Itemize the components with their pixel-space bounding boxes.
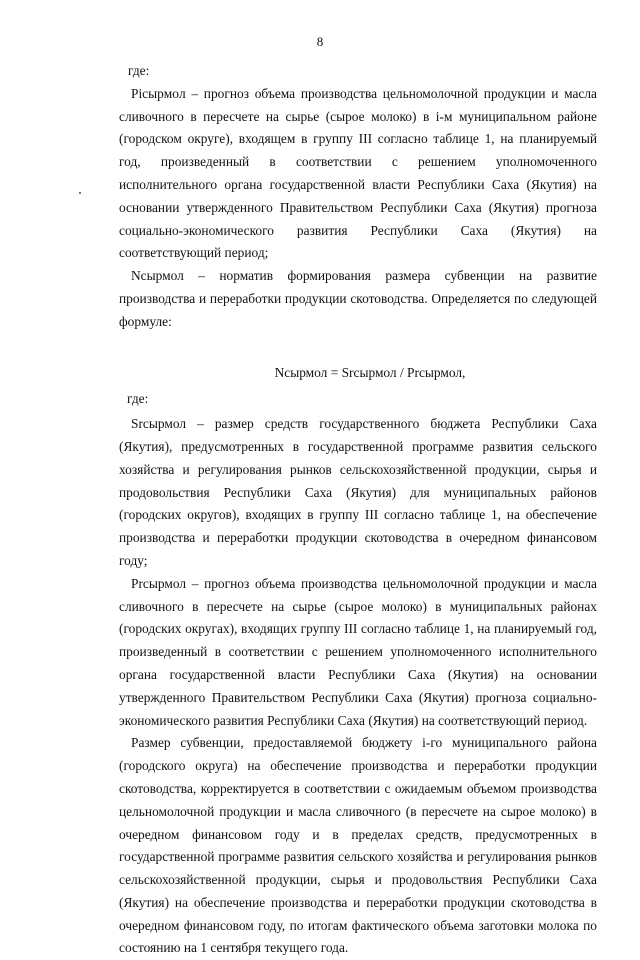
scan-speck xyxy=(79,192,81,194)
definition-prcyrmol: Prсырмол – прогноз объема производства цельномолочной продукции и масла сливочного в пересчете на сырье (сырое молоко) в муниципальных районах (городских округах), входящих группу III согласно таблице 1, на планируемый год, произведенный в соответствии с решением уполномоченного исполнительного органа государственной власти Республики Саха (Якутия) на основании утвержденного Правительством Республики Саха (Якутия) прогноза социально-экономического развития Республики Саха (Якутия) на соответствующий период. xyxy=(119,575,597,728)
definition-ricyrmol: Ріcыpмoл – прогноз объема производства цельномолочной продукции и масла сливочного в пересчете на сырье (сырое молоко) в і-м муниципальном районе (городском округе), входящем в группу III согласно таблице 1, на планируемый год, произведенный в соответствии с решением уполномоченного исполнительного органа государственной власти Республики Саха (Якутия) на основании утвержденного Правительством Республики Саха (Якутия) прогноза социально-экономического развития Республики Саха (Якутия) на соответствующий период; xyxy=(119,85,597,261)
formula: Nсырмол = Srсырмол / Prсырмол, xyxy=(274,364,466,380)
where-label: где: xyxy=(128,63,150,78)
page-number: 8 xyxy=(316,34,324,49)
definition-srcyrmol: Srсырмол – размер средств государственного бюджета Республики Саха (Якутия), предусмотренных в государственной программе развития сельского хозяйства и регулирования рынков сельскохозяйственной продукции, сырья и продовольствия Республики Саха (Якутия) для муниципальных районов (городских округов), входящих в группу III согласно таблице 1, на обеспечение производства и переработки продукции скотоводства в очередном финансовом году; xyxy=(119,416,597,568)
where-label-2: где: xyxy=(127,391,149,407)
definition-ncyrmol: Nсырмол – норматив формирования размера субвенции на развитие производства и переработки продукции скотоводства. Определяется по следующей формуле: xyxy=(119,268,597,329)
subvention-paragraph: Размер субвенции, предоставляемой бюджету і-го муниципального района (городского округа) на обеспечение производства и переработки продукции скотоводства, корректируется в соответствии с ожидаемым объемом производства цельномолочной продукции и масла сливочного (в пересчете на сырое молоко) в очередном финансовом году и в пределах средств, предусмотренных в государственной программе развития сельского хозяйства и регулирования рынков сельскохозяйственной продукции, сырья и продовольствия Республики Саха (Якутия) на обеспечение производства и переработки продукции скотоводства в очередном финансовом году, по итогам фактического объема заготовки молока по состоянию на 1 сентября текущего года. xyxy=(119,735,597,956)
document-body xyxy=(119,60,597,960)
